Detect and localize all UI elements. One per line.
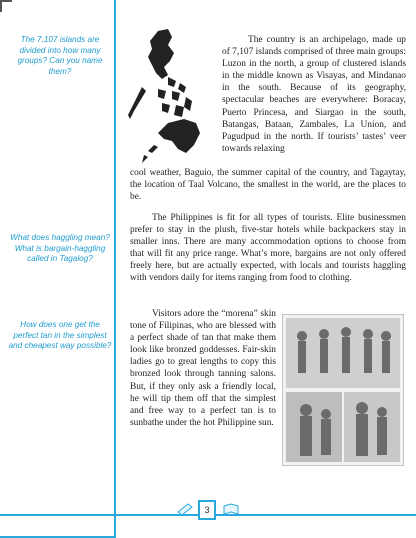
corner-crop-mark: [0, 0, 12, 12]
page-number: 3: [198, 500, 216, 520]
pencil-deco-icon: [176, 502, 194, 516]
sidebar-questions: [0, 0, 116, 538]
paragraph-tourists: The Philippines is fit for all types of tourists. Elite businessmen prefer to stay in the plush, five-star hotels while backpackers stay in smaller inns. There are many accommodation options to choose from that will fit any price range. What’s more, bargains are not only offered freely here, but are actually expected, with locals and tourists haggling with vendors daily for items ranging from food to clothing.: [130, 213, 406, 284]
sidebar-question-haggling: What does haggling mean? What is bargain-haggling called in Tagalog?: [10, 233, 110, 263]
book-deco-icon: [222, 502, 240, 516]
paragraph-archipelago-wrapped: The country is an archipelago, made up of 7,107 islands comprised of three main groups: Luzon in the north, a group of clustered islands in the middle known as Visayas, and Mindanao in the south. Because of its geography, spectacular beaches are everywhere: Boracay, Puerto Princesa, and Siargao in the south, Batangas, Bataan, Zambales, La Union, and Pagudpud in the north. If tourists’ tastes’ veer towards relaxing: [222, 35, 406, 154]
paragraph-archipelago-continued: cool weather, Baguio, the summer capital of the country, and Tagaytay, the location of Taal Volcano, the smallest in the world, are the places to be.: [130, 168, 406, 203]
sidebar-question-tan: How does one get the perfect tan in the simplest and cheapest way possible?: [8, 320, 112, 350]
filipina-women-photo: [282, 314, 404, 466]
sidebar-question-islands: The 7,107 islands are divided into how many groups? Can you name them?: [17, 35, 103, 76]
paragraph-tan: Visitors adore the “morena” skin tone of Filipinas, who are blessed with a perfect shade of tan that make them look like bronzed goddesses. Fair-skin ladies go to great lengths to copy this bronzed look through tanning salons. But, if they only ask a friendly local, he will tip them off that the simplest and free way to a perfect tan is to sunbathe under the hot Philippine sun.: [130, 309, 276, 428]
philippines-map-illustration: [128, 27, 214, 177]
